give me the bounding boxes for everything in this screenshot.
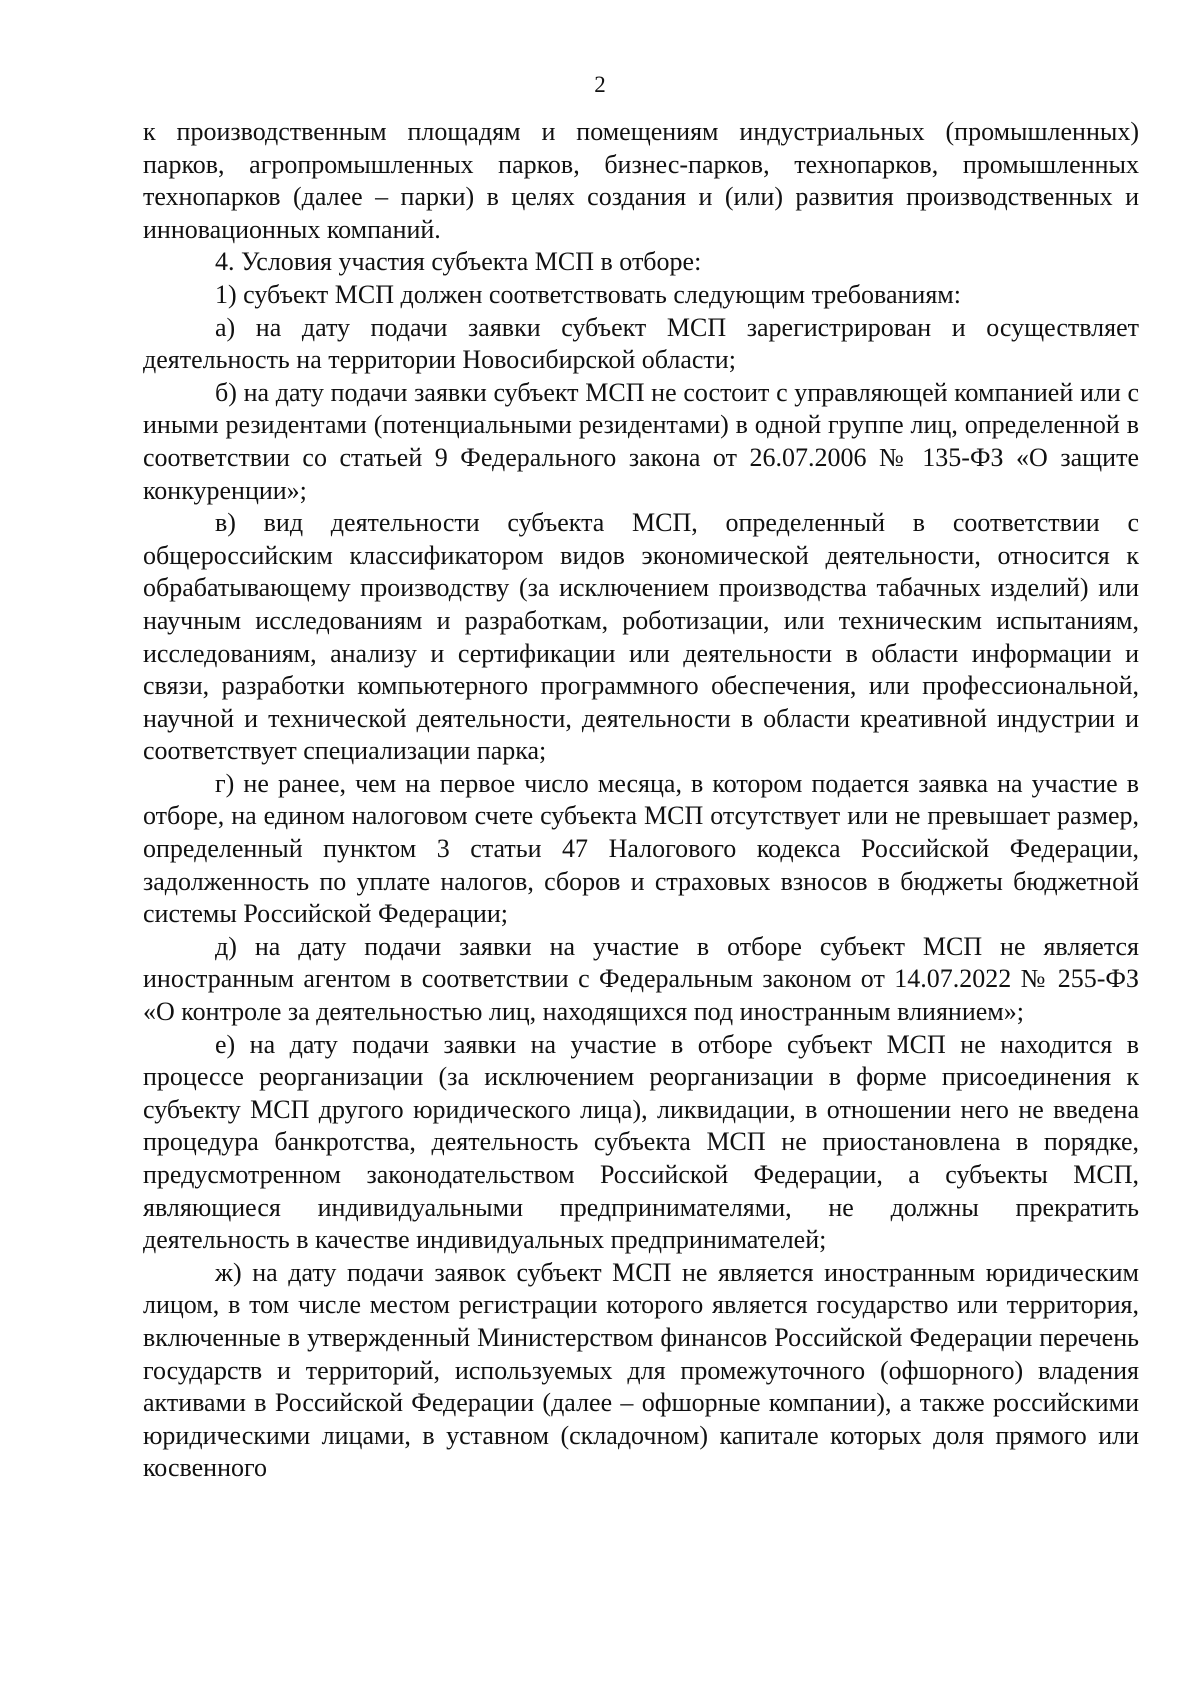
paragraph-subitem-b: б) на дату подачи заявки субъект МСП не состоит с управляющей компанией или с иными резидентами (потенциальными резидентами) в одной группе лиц, определенной в соответствии со статьей 9 Федерального закона от 26.07.2006 № 135-ФЗ «О защите конкуренции»; — [143, 377, 1139, 505]
paragraph-subitem-d: д) на дату подачи заявки на участие в отборе субъект МСП не является иностранным агентом в соответствии с Федеральным законом от 14.07.2022 № 255-ФЗ «О контроле за деятельностью лиц, находящихся под иностранным влиянием»; — [143, 931, 1139, 1027]
paragraph-subitem-v: в) вид деятельности субъекта МСП, определенный в соответствии с общероссийским классификатором видов экономической деятельности, относится к обрабатывающему производству (за исключением производства табачных изделий) или научным исследованиям и разработкам, роботизации, или техническим испытаниям, исследованиям, анализу и сертификации или деятельности в области информации и связи, разработки компьютерного программного обеспечения, или профессиональной, научной и технической деятельности, деятельности в области креативной индустрии и соответствует специализации парка; — [143, 508, 1139, 766]
page-number: 2 — [594, 72, 606, 97]
paragraph-subitem-e: е) на дату подачи заявки на участие в отборе субъект МСП не находится в процессе реорганизации (за исключением реорганизации в форме присоединения к субъекту МСП другого юридического лица), ликвидации, в отношении него не введена процедура банкротства, деятельность субъекта МСП не приостановлена в порядке, предусмотренном законодательством Российской Федерации, а субъекты МСП, являющиеся индивидуальными предпринимателями, не должны прекратить деятельность в качестве индивидуальных предпринимателей; — [143, 1029, 1139, 1255]
paragraph-subitem-a: а) на дату подачи заявки субъект МСП зарегистрирован и осуществляет деятельность на территории Новосибирской области; — [143, 312, 1139, 375]
paragraph-item-1: 1) субъект МСП должен соответствовать следующим требованиям: — [215, 279, 961, 309]
paragraph-subitem-g: г) не ранее, чем на первое число месяца, в котором подается заявка на участие в отборе, на едином налоговом счете субъекта МСП отсутствует или не превышает размер, определенный пунктом 3 статьи 47 Налогового кодекса Российской Федерации, задолженность по уплате налогов, сборов и страховых взносов в бюджеты бюджетной системы Российской Федерации; — [143, 768, 1139, 929]
paragraph-subitem-zh: ж) на дату подачи заявок субъект МСП не является иностранным юридическим лицом, в том числе местом регистрации которого является государство или территория, включенные в утвержденный Министерством финансов Российской Федерации перечень государств и территорий, используемых для промежуточного (офшорного) владения активами в Российской Федерации (далее – офшорные компании), а также российскими юридическими лицами, в уставном (складочном) капитале которых доля прямого или косвенного — [143, 1257, 1139, 1483]
document-body — [143, 116, 1139, 1485]
paragraph-parks-continuation: к производственным площадям и помещениям индустриальных (промышленных) парков, агропромышленных парков, бизнес-парков, технопарков, промышленных технопарков (далее – парки) в целях создания и (или) развития производственных и инновационных компаний. — [143, 117, 1139, 244]
paragraph-section-4-heading: 4. Условия участия субъекта МСП в отборе: — [215, 247, 702, 277]
